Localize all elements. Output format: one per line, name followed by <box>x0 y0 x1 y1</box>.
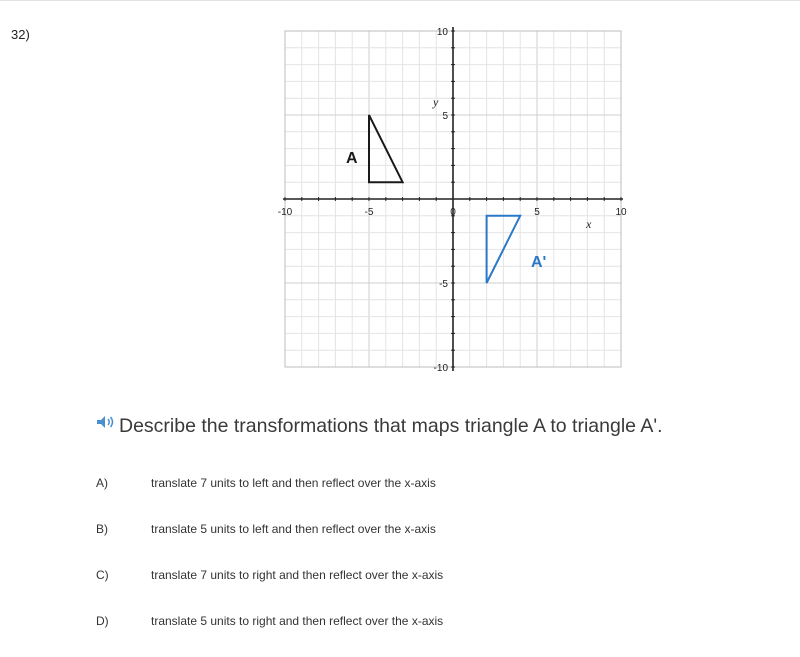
x-tick-label: -10 <box>277 207 293 218</box>
x-axis-label: x <box>586 217 592 231</box>
choice-text: translate 5 units to right and then reflect over the x-axis <box>151 614 444 628</box>
x-tick-label: -5 <box>364 207 374 218</box>
y-tick-label: -5 <box>439 279 448 290</box>
choice-letter: B) <box>96 522 108 536</box>
choice-letter: A) <box>96 476 108 490</box>
y-tick-label: 5 <box>442 111 448 122</box>
y-axis-label: y <box>433 95 439 109</box>
choice-c[interactable] <box>96 566 443 584</box>
x-tick-label: 5 <box>534 207 540 218</box>
question-number: 32) <box>11 27 30 42</box>
choice-text: translate 5 units to left and then reflect over the x-axis <box>151 522 436 536</box>
triangle-a-prime-label: A' <box>531 254 547 271</box>
x-tick-label: 0 <box>450 207 456 218</box>
y-tick-label: 10 <box>436 27 448 38</box>
x-tick-label: 10 <box>615 207 627 218</box>
choice-d[interactable] <box>96 612 443 630</box>
choice-text: translate 7 units to left and then reflect over the x-axis <box>151 476 436 490</box>
question-prompt <box>95 413 663 439</box>
choice-a[interactable] <box>96 474 436 492</box>
top-divider <box>0 0 800 1</box>
choice-text: translate 7 units to right and then reflect over the x-axis <box>151 568 444 582</box>
choice-letter: C) <box>96 568 109 582</box>
axes <box>283 27 623 371</box>
triangle-a-label: A <box>346 150 358 167</box>
choice-letter: D) <box>96 614 109 628</box>
coordinate-graph <box>277 22 650 380</box>
speaker-icon[interactable] <box>95 412 117 432</box>
y-tick-label: -10 <box>433 363 448 374</box>
choice-b[interactable] <box>96 520 436 538</box>
prompt-text: Describe the transformations that maps triangle A to triangle A'. <box>119 414 663 437</box>
